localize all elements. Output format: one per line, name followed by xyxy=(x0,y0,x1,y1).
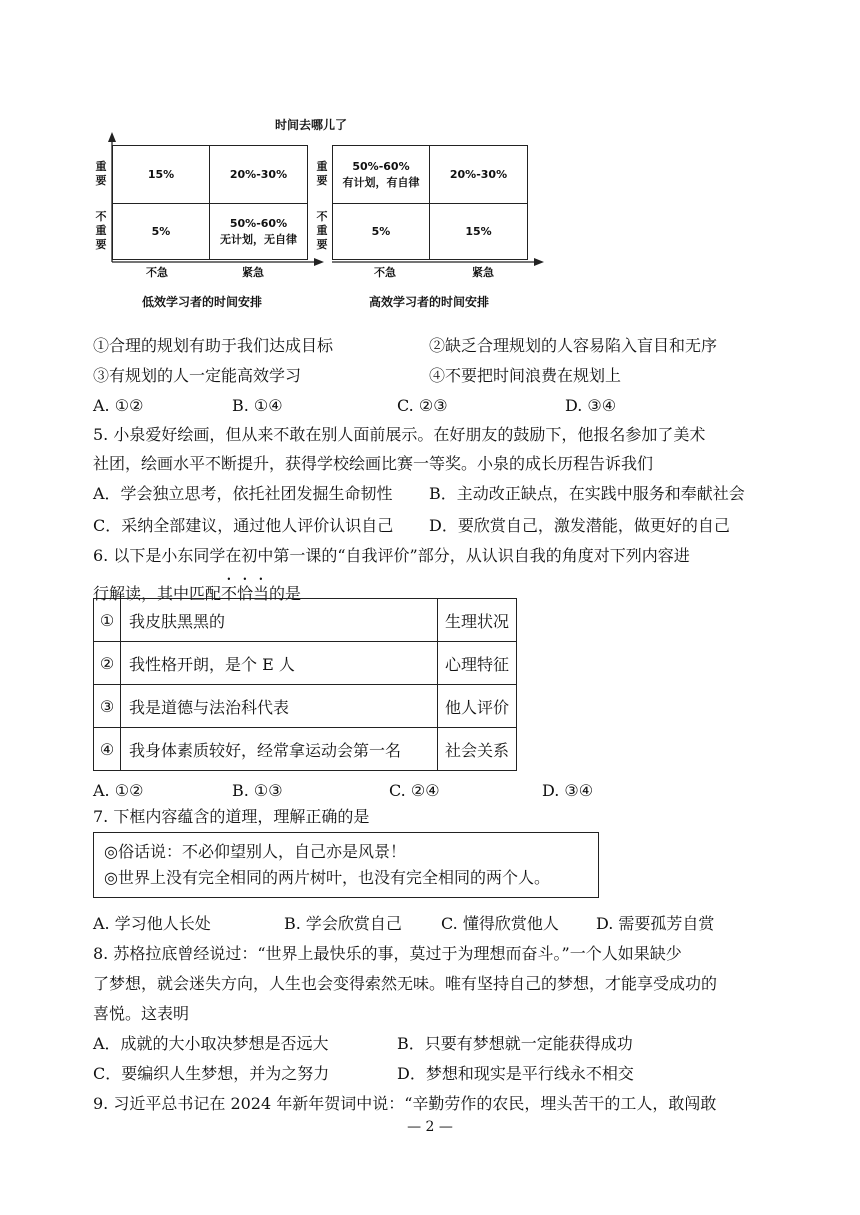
row-number: ② xyxy=(94,642,121,685)
right-cell-unimportant-not-urgent: 5% xyxy=(371,224,391,238)
right-x-label-urgent: 紧急 xyxy=(472,266,494,279)
q5-stem-line-1: 5. 小泉爱好绘画，但从来不敢在别人面前展示。在好朋友的鼓励下，他报名参加了美术 xyxy=(93,425,706,444)
left-x-label-urgent: 紧急 xyxy=(242,266,264,279)
q4-statement-4: ④不要把时间浪费在规划上 xyxy=(429,366,622,385)
row-number: ③ xyxy=(94,685,121,728)
row-number: ① xyxy=(94,599,121,642)
table-row xyxy=(94,685,517,728)
left-y-label-unimportant: 不重要 xyxy=(95,210,107,251)
q4-option-c: C. ②③ xyxy=(397,396,448,415)
q5-option-d: D．要欣赏自己，激发潜能，做更好的自己 xyxy=(429,516,730,535)
q6-stem-line-2: 行解读，其中匹配不恰当的是 xyxy=(93,584,302,603)
left-cell-unimportant-not-urgent: 5% xyxy=(151,224,171,238)
row-text: 我是道德与法治科代表 xyxy=(121,685,438,728)
q7-option-b: B. 学会欣赏自己 xyxy=(284,914,402,933)
row-category: 他人评价 xyxy=(438,685,517,728)
q4-option-d: D. ③④ xyxy=(565,396,617,415)
q8-option-c: C．要编织人生梦想，并为之努力 xyxy=(93,1064,330,1083)
q7-option-d: D. 需要孤芳自赏 xyxy=(596,914,715,933)
q7-quote-2: ◎世界上没有完全相同的两片树叶，也没有完全相同的两个人。 xyxy=(104,868,550,887)
q4-statement-3: ③有规划的人一定能高效学习 xyxy=(93,366,302,385)
q4-statement-2: ②缺乏合理规划的人容易陷入盲目和无序 xyxy=(429,336,718,355)
right-cell-unimportant-urgent: 15% xyxy=(465,224,492,238)
q8-option-d: D．梦想和现实是平行线永不相交 xyxy=(397,1064,634,1083)
left-caption: 低效学习者的时间安排 xyxy=(142,295,263,309)
row-text: 我身体素质较好，经常拿运动会第一名 xyxy=(121,728,438,771)
q8-stem-line-1: 8. 苏格拉底曾经说过：“世界上最快乐的事，莫过于为理想而奋斗。”一个人如果缺少 xyxy=(93,944,682,963)
q9-stem-line-1: 9. 习近平总书记在 2024 年新年贺词中说：“辛勤劳作的农民，埋头苦干的工人，敢闯敢 xyxy=(93,1094,717,1113)
q8-stem-line-3: 喜悦。这表明 xyxy=(93,1004,190,1023)
self-evaluation-table xyxy=(93,598,517,771)
row-text: 我性格开朗，是个 E 人 xyxy=(121,642,438,685)
q5-option-b: B．主动改正缺点，在实践中服务和奉献社会 xyxy=(429,484,745,503)
q8-stem-line-2: 了梦想，就会迷失方向，人生也会变得索然无味。唯有坚持自己的梦想，才能享受成功的 xyxy=(93,974,718,993)
right-x-label-not-urgent: 不急 xyxy=(374,266,396,279)
q6-option-c: C. ②④ xyxy=(389,781,440,800)
q7-option-c: C. 懂得欣赏他人 xyxy=(441,914,559,933)
q5-stem-line-2: 社团，绘画水平不断提升，获得学校绘画比赛一等奖。小泉的成长历程告诉我们 xyxy=(93,454,654,473)
left-cell-unimportant-urgent: 50%-60% 无计划，无自律 xyxy=(220,216,297,246)
q7-quote-1: ◎俗话说：不必仰望别人，自己亦是风景！ xyxy=(104,842,406,861)
q6-emphasis-not-appropriate: 不恰当 xyxy=(221,584,270,603)
right-cell-important-urgent: 20%-30% xyxy=(449,167,508,181)
page-number: — 2 — xyxy=(407,1119,453,1135)
row-text: 我皮肤黑黑的 xyxy=(121,599,438,642)
q4-option-a: A. ①② xyxy=(93,396,144,415)
q7-stem: 7. 下框内容蕴含的道理，理解正确的是 xyxy=(93,807,370,826)
q4-statement-1: ①合理的规划有助于我们达成目标 xyxy=(93,336,334,355)
right-quadrant-grid xyxy=(332,145,528,260)
left-cell-important-urgent: 20%-30% xyxy=(229,167,288,181)
left-quadrant-grid xyxy=(112,145,308,260)
row-category: 心理特征 xyxy=(438,642,517,685)
q6-option-d: D. ③④ xyxy=(542,781,594,800)
q6-option-b: B. ①③ xyxy=(232,781,283,800)
row-number: ④ xyxy=(94,728,121,771)
row-category: 生理状况 xyxy=(438,599,517,642)
left-x-label-not-urgent: 不急 xyxy=(146,266,168,279)
q8-option-a: A．成就的大小取决梦想是否远大 xyxy=(93,1034,329,1053)
row-category: 社会关系 xyxy=(438,728,517,771)
table-row xyxy=(94,642,517,685)
table-row xyxy=(94,599,517,642)
q6-option-a: A. ①② xyxy=(93,781,144,800)
q6-stem-line-1: 6. 以下是小东同学在初中第一课的“自我评价”部分，从认识自我的角度对下列内容进 xyxy=(93,546,690,565)
q7-option-a: A. 学习他人长处 xyxy=(93,914,211,933)
q4-option-b: B. ①④ xyxy=(232,396,283,415)
q5-option-a: A．学会独立思考，依托社团发掘生命韧性 xyxy=(93,484,393,503)
q7-quote-box xyxy=(93,832,599,898)
q8-option-b: B．只要有梦想就一定能获得成功 xyxy=(397,1034,633,1053)
right-caption: 高效学习者的时间安排 xyxy=(369,295,490,309)
q5-option-c: C．采纳全部建议，通过他人评价认识自己 xyxy=(93,516,394,535)
left-cell-important-not-urgent: 15% xyxy=(147,167,175,181)
right-y-label-unimportant: 不重要 xyxy=(316,210,328,251)
table-row xyxy=(94,728,517,771)
right-y-label-important: 重要 xyxy=(316,160,328,187)
figure-title: 时间去哪儿了 xyxy=(275,118,348,132)
left-y-label-important: 重要 xyxy=(95,160,107,187)
right-cell-important-not-urgent: 50%-60% 有计划，有自律 xyxy=(342,159,420,189)
